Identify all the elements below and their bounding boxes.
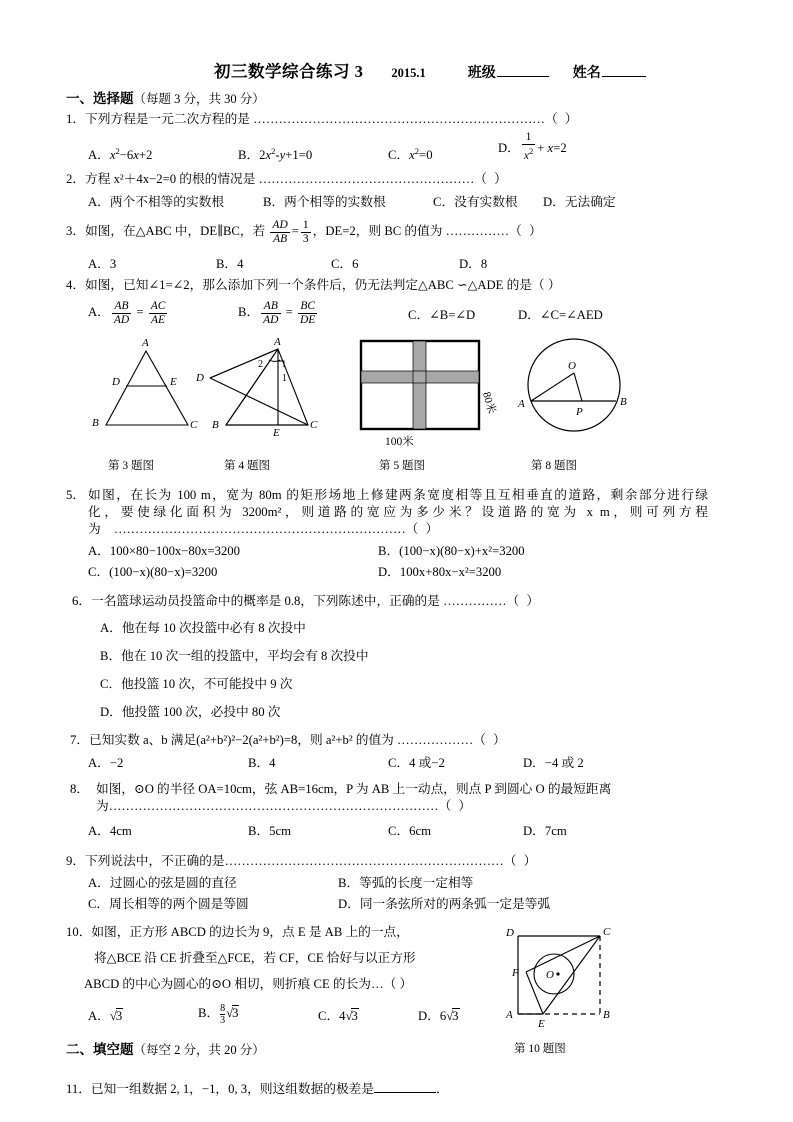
q1-option-a[interactable]: A．$x^2-6x+2$ (88, 145, 153, 162)
q5-number: 5． (66, 487, 86, 502)
fig8-label-O: O (568, 359, 576, 372)
q5-option-b[interactable]: B．(100−x)(80−x)+x²=3200 (378, 543, 525, 558)
q2-option-c[interactable]: C．没有实数根 (433, 194, 518, 209)
figure-captions (66, 457, 726, 475)
fig3-label-D: D (112, 375, 120, 388)
q2-dots: …………………………………………… (258, 171, 475, 186)
q9-number: 9． (66, 853, 86, 868)
caption-fig3: 第 3 题图 (108, 459, 154, 472)
q3-stem-b: ，DE=2，则 BC 的值为 (312, 223, 443, 238)
question-6 (66, 593, 726, 610)
question-9 (66, 853, 726, 870)
section-1-note: （每题 3 分，共 30 分） (133, 92, 265, 106)
q9-option-b[interactable]: B．等弧的长度一定相等 (338, 875, 474, 890)
q2-option-a[interactable]: A．两个不相等的实数根 (88, 194, 225, 209)
caption-fig10: 第 10 题图 (514, 1042, 566, 1055)
q10-line3-wrap (84, 976, 726, 993)
q8-option-a[interactable]: A．4cm (88, 823, 132, 838)
q4-stem[interactable]: 如图，已知∠1=∠2，那么添加下列一个条件后，仍无法判定△ABC ∽△ADE 的是（ ） (85, 277, 561, 292)
fig4-label-1: 1 (282, 372, 287, 384)
q8-dots: …………………………………………………………………… (108, 798, 439, 813)
q3-option-b[interactable]: B．4 (216, 256, 244, 271)
caption-fig4: 第 4 题图 (224, 459, 270, 472)
q1-option-d[interactable]: D． $\frac{1}{x^2}$ + x=2 (498, 131, 567, 162)
q5-answer-blank[interactable]: （ ） (405, 521, 441, 536)
section-2-heading (66, 1038, 726, 1058)
q4-option-b[interactable]: B． $\frac{AB}{AD}$ = $\frac{BC}{DE}$ (238, 299, 316, 326)
q3-options (88, 253, 726, 272)
q10-line1: 如图，正方形 ABCD 的边长为 9，点 E 是 AB 上的一点， (91, 924, 409, 939)
fig8-label-B: B (620, 395, 627, 408)
q5-line2: 化，要使绿化面积为 3200m²，则道路的宽应为多少米？设道路的宽为 x m，则可列方程 (88, 504, 708, 519)
q2-number: 2． (66, 171, 86, 186)
q1-option-c[interactable]: C．$x^2=0$ (388, 145, 433, 162)
q5-dots: …………………………………………………………… (113, 521, 406, 536)
q3-answer-blank[interactable]: （ ） (509, 223, 544, 238)
q11-stem: 已知一组数据 2, 1，−1，0, 3，则这组数据的极差是 (90, 1081, 375, 1096)
q7-number: 7． (70, 732, 90, 747)
q6-option-d[interactable]: D．他投篮 100 次，必投中 80 次 (100, 704, 281, 719)
q7-option-b[interactable]: B．4 (248, 755, 276, 770)
figure-question-8 (506, 333, 646, 438)
section-1-title: 一、选择题 (66, 91, 134, 106)
q9-options-row2 (88, 893, 726, 912)
q10-line2: 将△BCE 沿 CE 折叠至△FCE，若 CF，CE 恰好与以正方形 (94, 950, 416, 965)
section-1-heading (66, 87, 726, 107)
page-title: 初三数学综合练习 3 (214, 62, 364, 81)
caption-fig8: 第 8 题图 (531, 459, 577, 472)
q6-answer-blank[interactable]: （ ） (506, 593, 542, 608)
q8-number: 8． (70, 781, 90, 796)
q2-option-d[interactable]: D．无法确定 (543, 194, 616, 209)
q8-line2-prefix: 为 (96, 798, 109, 813)
q5-line1: 如图，在长为 100 m，宽为 80m 的矩形场地上修建两条宽度相等且互相垂直的道路，剩余部分进行绿 (88, 487, 708, 502)
q10-option-c[interactable]: C．4√3 (318, 1008, 358, 1023)
q6-number: 6． (72, 593, 92, 608)
q3-equals: = (291, 223, 299, 238)
q7-option-a[interactable]: A．−2 (88, 755, 124, 770)
q9-option-d[interactable]: D．同一条弦所对的两条弧一定是等弧 (338, 896, 551, 911)
q2-stem: 方程 x²＋4x−2=0 的根的情况是 (85, 171, 256, 186)
q11-period: ． (436, 1081, 449, 1096)
figure-question-5 (351, 333, 501, 448)
q5-option-a[interactable]: A．100×80−100x−80x=3200 (88, 543, 240, 558)
question-5 (66, 487, 726, 504)
q4-option-d[interactable]: D．∠C=∠AED (518, 307, 603, 322)
q8-options (88, 820, 726, 839)
q1-number: 1． (66, 112, 86, 126)
fig5-width-label: 100米 (385, 435, 414, 448)
fig3-label-A: A (142, 336, 149, 349)
q7-answer-blank[interactable]: （ ） (473, 732, 508, 747)
fig8-label-P: P (576, 405, 583, 418)
q5-line3-prefix: 为 (88, 521, 101, 536)
q1-dots: …………………………………………………………… (253, 112, 545, 126)
q4-number: 4． (66, 277, 86, 292)
q9-option-c[interactable]: C．周长相等的两个圆是等圆 (88, 896, 249, 911)
fig10-label-O: O (546, 968, 554, 981)
q1-stem: 下列方程是一元二次方程的是 (85, 112, 250, 126)
q7-option-d[interactable]: D．−4 或 2 (523, 755, 584, 770)
name-label: 姓名 (572, 66, 601, 81)
q7-option-c[interactable]: C．4 或−2 (388, 755, 445, 770)
q10-options (88, 1002, 726, 1026)
q1-answer-blank[interactable]: （ ） (544, 112, 580, 126)
q3-dots: …………… (445, 223, 510, 238)
fig10-label-B: B (603, 1008, 610, 1021)
q9-option-a[interactable]: A．过圆心的弦是圆的直径 (88, 875, 237, 890)
q10-option-a[interactable]: A．√3 (88, 1008, 123, 1023)
q4-options (88, 300, 726, 327)
fig8-label-A: A (518, 397, 525, 410)
question-4 (66, 277, 726, 294)
class-label: 班级 (467, 66, 496, 81)
figure-question-3 (84, 333, 204, 438)
question-3 (66, 219, 726, 246)
fig4-label-2: 2 (258, 358, 263, 370)
q2-option-b[interactable]: B．两个相等的实数根 (263, 194, 386, 209)
q5-option-d[interactable]: D．100x+80x−x²=3200 (378, 564, 502, 579)
q4-option-a[interactable]: A． $\frac{AB}{AD}$ = $\frac{AC}{AE}$ (88, 299, 166, 326)
q6-option-c[interactable]: C．他投篮 10 次，不可能投中 9 次 (100, 676, 293, 691)
q8-answer-blank[interactable]: （ ） (438, 798, 474, 813)
q11-number: 11． (66, 1081, 91, 1096)
q3-option-d[interactable]: D．8 (459, 256, 488, 271)
q6-dots: …………… (443, 593, 507, 608)
question-10-block (66, 924, 726, 1032)
question-1 (66, 111, 726, 128)
q5-options-row2 (88, 561, 726, 580)
q1-options (88, 131, 726, 163)
fig3-label-C: C (190, 418, 198, 431)
q9-options-row1 (88, 872, 726, 891)
fig3-label-B: B (92, 416, 99, 429)
q4-option-c[interactable]: C．∠B=∠D (408, 307, 476, 322)
q6-stem: 一名篮球运动员投篮命中的概率是 0.8，下列陈述中，正确的是 (91, 593, 440, 608)
q5-option-c[interactable]: C．(100−x)(80−x)=3200 (88, 564, 218, 579)
q7-options (88, 752, 726, 771)
q11-answer-blank[interactable] (374, 1080, 436, 1093)
fig4-label-A: A (274, 335, 281, 348)
q8-option-d[interactable]: D．7cm (523, 823, 567, 838)
q5-options-row1 (88, 540, 726, 559)
q10-option-d[interactable]: D．6√3 (418, 1008, 459, 1023)
q3-fraction-ad-ab: $\frac{AD}{AB}$ (272, 218, 288, 245)
fig5-vertical-road (413, 341, 426, 429)
q6-option-a[interactable]: A．他在每 10 次投篮中必有 8 次投中 (100, 620, 306, 635)
question-11 (66, 1080, 726, 1098)
fig4-label-C: C (310, 418, 318, 431)
class-blank[interactable] (497, 65, 549, 77)
q7-dots: ……………… (397, 732, 474, 747)
fig5-height-label: 80米 (480, 390, 498, 415)
figure-question-10 (496, 924, 626, 1032)
section-2-note: （每空 2 分，共 20 分） (133, 1042, 265, 1057)
q9-stem: 下列说法中，不正确的是 (85, 853, 225, 868)
caption-fig5: 第 5 题图 (379, 459, 425, 472)
q3-option-c[interactable]: C．6 (331, 256, 359, 271)
q9-answer-blank[interactable]: （ ） (503, 853, 539, 868)
exam-date: 2015.1 (391, 66, 426, 80)
section-2-title: 二、填空题 (66, 1041, 134, 1057)
q10-option-b[interactable]: B． $\frac{8}{3}$ √3 (198, 1003, 239, 1027)
q7-stem: 已知实数 a、b 满足(a²+b²)²−2(a²+b²)=8，则 a²+b² 的值为 (89, 732, 394, 747)
q9-dots: ………………………………………………………… (224, 853, 504, 868)
question-10 (66, 924, 726, 941)
question-2 (66, 171, 726, 188)
name-blank[interactable] (602, 65, 646, 77)
q2-answer-blank[interactable]: （ ） (474, 171, 509, 186)
q3-stem-a: 如图，在△ABC 中，DE∥BC，若 (85, 223, 266, 238)
fig3-label-E: E (170, 375, 177, 388)
fig10-label-F: F (512, 966, 519, 979)
fig10-label-C: C (603, 925, 611, 938)
q2-options (88, 191, 726, 210)
question-7 (66, 732, 726, 749)
q3-number: 3． (66, 223, 86, 238)
q3-option-a[interactable]: A．3 (88, 256, 117, 271)
q1-option-b[interactable]: B．$2x^2-y+1=0$ (238, 145, 313, 162)
question-8 (66, 781, 726, 798)
q3-fraction-one-third: $\frac{1}{3}$ (302, 218, 309, 245)
page-header (66, 58, 726, 84)
q6-option-b[interactable]: B．他在 10 次一组的投篮中，平均会有 8 次投中 (100, 648, 369, 663)
fig10-label-E: E (538, 1017, 545, 1030)
fig4-label-E: E (273, 426, 280, 439)
fig4-label-D: D (196, 371, 204, 384)
figure-question-4 (196, 333, 331, 438)
figure-row (66, 333, 726, 461)
q8-option-c[interactable]: C．6cm (388, 823, 431, 838)
fig10-label-A: A (506, 1008, 513, 1021)
fig10-label-D: D (506, 926, 514, 939)
fig4-label-B: B (212, 418, 219, 431)
q10-line3[interactable]: ABCD 的中心为圆心的⊙O 相切，则折痕 CE 的长为…（ ） (84, 976, 413, 991)
q8-line1: 如图，⊙O 的半径 OA=10cm，弦 AB=16cm，P 为 AB 上一动点，则点 P 到圆心 O 的最短距离 (96, 781, 612, 796)
q8-option-b[interactable]: B．5cm (248, 823, 291, 838)
q10-number: 10． (66, 924, 92, 939)
